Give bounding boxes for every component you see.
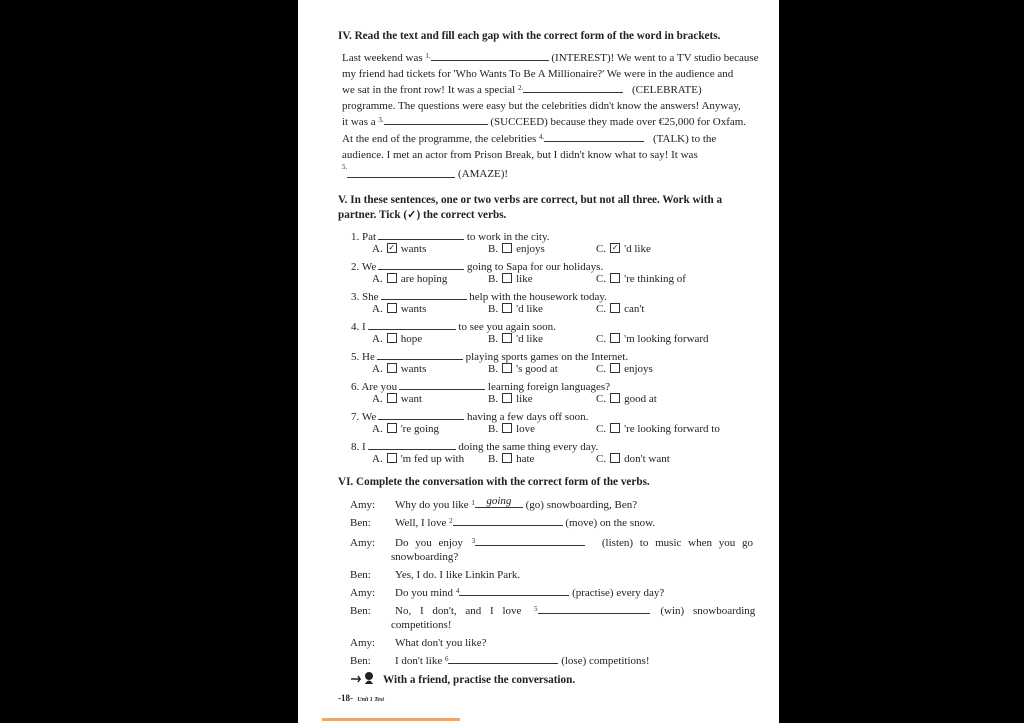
item-rest: to see you again soon. <box>458 321 556 333</box>
option-c: C. 're thinking of <box>596 273 686 285</box>
item-rest: having a few days off soon. <box>466 411 589 423</box>
item-subject: She <box>362 291 379 303</box>
s4-line-7: audience. I met an actor from Prison Break, but I didn't know what to say! It was <box>342 149 698 161</box>
s4-line-3: we sat in the front row! It was a special $^{2.}$ (CELEBRATE) <box>342 84 702 96</box>
item-subject: Pat <box>362 231 377 243</box>
option-b: B. love <box>488 423 536 435</box>
item-gap[interactable] <box>399 379 485 390</box>
item-gap[interactable] <box>378 229 464 240</box>
checkbox-a[interactable]: ✓ <box>388 243 396 253</box>
checkbox-c[interactable] <box>610 303 620 313</box>
checkbox-c[interactable] <box>610 273 620 283</box>
item-rest: playing sports games on the Internet. <box>465 351 629 363</box>
speaker-ben: Ben: <box>350 517 371 529</box>
item-subject: Are you <box>361 381 398 393</box>
s4-line-1: Last weekend was $^{1.}$ (INTEREST)! We went to a TV studio because <box>342 52 759 64</box>
item-rest: doing the same thing every day. <box>458 441 599 453</box>
item-subject: We <box>361 411 377 423</box>
checkbox-a[interactable] <box>387 303 397 313</box>
option-a: A. hope <box>372 333 423 345</box>
checkbox-a[interactable] <box>387 393 397 403</box>
checkbox-c[interactable] <box>610 453 620 463</box>
speaker-amy: Amy: <box>350 499 376 511</box>
section-5-heading-1: V. In these sentences, one or two verbs are correct, but not all three. Work with a <box>338 194 723 206</box>
option-b: B. 'd like <box>488 333 543 345</box>
checkbox-b[interactable] <box>502 393 512 403</box>
speaker-ben: Ben: <box>350 655 371 667</box>
option-a: A. 're going <box>372 423 440 435</box>
dialogue-1: Why do you like $^1$ going (go) snowboarding, Ben? <box>395 495 638 511</box>
option-c: C. 're looking forward to <box>596 423 720 435</box>
option-b: B. enjoys <box>488 243 545 255</box>
gap-3[interactable] <box>384 114 488 125</box>
item-gap[interactable] <box>368 319 456 330</box>
gap-5[interactable] <box>347 167 455 178</box>
gap-dialogue-5[interactable] <box>538 603 650 614</box>
dialogue-5: Do you mind $^4$ (practise) every day? <box>395 587 665 599</box>
item-subject: We <box>361 261 377 273</box>
s4-line-2: my friend had tickets for 'Who Wants To Be A Millionaire?' We were in the audience and <box>342 68 734 80</box>
gap-2[interactable] <box>523 82 623 93</box>
item-subject: He <box>362 351 375 363</box>
s4-line-4: programme. The questions were easy but the celebrities didn't know the answers! Anyway, <box>342 100 741 112</box>
checkbox-b[interactable] <box>502 273 512 283</box>
gap-1[interactable] <box>431 50 549 61</box>
option-c: C. ✓ 'd like <box>596 243 651 255</box>
s4-line-5: it was a $^{3.}$ (SUCCEED) because they made over €25,000 for Oxfam. <box>342 116 747 128</box>
scan-edge-mark <box>322 718 460 721</box>
checkbox-a[interactable] <box>387 273 397 283</box>
item-gap[interactable] <box>377 349 463 360</box>
item-number: 5. <box>351 351 360 363</box>
practise-instruction: With a friend, practise the conversation. <box>383 674 576 686</box>
option-a: A. ✓ wants <box>372 243 427 255</box>
dialogue-8: I don't like $^6$ (lose) competitions! <box>395 655 650 667</box>
checkbox-b[interactable] <box>502 453 512 463</box>
item-gap[interactable] <box>378 409 464 420</box>
option-c: C. good at <box>596 393 657 405</box>
speaker-amy: Amy: <box>350 637 376 649</box>
option-a: A. 'm fed up with <box>372 453 465 465</box>
option-a: A. wants <box>372 303 427 315</box>
checkbox-a[interactable] <box>387 363 397 373</box>
checkbox-b[interactable] <box>502 303 512 313</box>
option-b: B. 'd like <box>488 303 543 315</box>
checkbox-c[interactable] <box>610 423 620 433</box>
option-a: A. wants <box>372 363 427 375</box>
gap-dialogue-3[interactable] <box>475 535 585 546</box>
gap-dialogue-4[interactable] <box>459 585 569 596</box>
item-number: 1. <box>351 231 360 243</box>
checkbox-b[interactable] <box>502 243 512 253</box>
checkbox-a[interactable] <box>387 423 397 433</box>
dialogue-7: What don't you like? <box>395 637 487 649</box>
option-b: B. hate <box>488 453 535 465</box>
item-rest: going to Sapa for our holidays. <box>466 261 604 273</box>
item-gap[interactable] <box>381 289 467 300</box>
worksheet-page <box>298 0 779 723</box>
speaker-ben: Ben: <box>350 569 371 581</box>
page-number: -18- Unit 1 Test <box>338 693 385 703</box>
dialogue-3-cont: snowboarding? <box>391 551 459 563</box>
option-c: C. enjoys <box>596 363 653 375</box>
gap-dialogue-1[interactable]: going <box>475 497 523 508</box>
item-number: 3. <box>351 291 360 303</box>
item-gap[interactable] <box>368 439 456 450</box>
item-number: 4. <box>351 321 360 333</box>
item-number: 7. <box>351 411 360 423</box>
pair-work-icon <box>350 671 380 690</box>
checkbox-a[interactable] <box>387 453 397 463</box>
option-a: A. want <box>372 393 423 405</box>
item-number: 8. <box>351 441 360 453</box>
section-5-heading-2: partner. Tick (✓) the correct verbs. <box>338 209 507 221</box>
item-rest: learning foreign languages? <box>487 381 611 393</box>
option-c: C. 'm looking forward <box>596 333 709 345</box>
dialogue-4: Yes, I do. I like Linkin Park. <box>395 569 521 581</box>
s4-line-8: $^{5.}$ (AMAZE)! <box>342 163 509 180</box>
option-b: B. 's good at <box>488 363 558 375</box>
dialogue-3: Do you enjoy $^3$ (listen) to music when you go <box>395 537 753 549</box>
dialogue-2: Well, I love $^2$ (move) on the snow. <box>395 517 656 529</box>
gap-dialogue-6[interactable] <box>448 653 558 664</box>
option-c: C. can't <box>596 303 645 315</box>
checkbox-c[interactable] <box>610 333 620 343</box>
checkbox-c[interactable]: ✓ <box>611 243 619 253</box>
gap-dialogue-2[interactable] <box>453 515 563 526</box>
dialogue-6-cont: competitions! <box>391 619 452 631</box>
speaker-amy: Amy: <box>350 587 376 599</box>
section-4-heading: IV. Read the text and fill each gap with the correct form of the word in brackets. <box>338 30 721 42</box>
option-b: B. like <box>488 393 533 405</box>
item-subject: I <box>362 321 366 333</box>
s4-line-6: At the end of the programme, the celebrities $^{4.}$ (TALK) to the <box>342 133 717 145</box>
checkbox-b[interactable] <box>502 363 512 373</box>
dialogue-6: No, I don't, and I love $^5$ (win) snowboarding <box>395 605 756 617</box>
item-number: 2. <box>351 261 360 273</box>
checkbox-b[interactable] <box>502 333 512 343</box>
item-rest: to work in the city. <box>466 231 550 243</box>
item-subject: I <box>362 441 366 453</box>
item-number: 6. <box>351 381 360 393</box>
option-c: C. don't want <box>596 453 670 465</box>
option-b: B. like <box>488 273 533 285</box>
checkbox-c[interactable] <box>610 363 620 373</box>
checkbox-b[interactable] <box>502 423 512 433</box>
option-a: A. are hoping <box>372 273 448 285</box>
gap-4[interactable] <box>544 131 644 142</box>
checkbox-a[interactable] <box>387 333 397 343</box>
section-6-heading: VI. Complete the conversation with the correct form of the verbs. <box>338 476 650 488</box>
item-rest: help with the housework today. <box>469 291 607 303</box>
speaker-amy: Amy: <box>350 537 376 549</box>
checkbox-c[interactable] <box>610 393 620 403</box>
item-gap[interactable] <box>378 259 464 270</box>
speaker-ben: Ben: <box>350 605 371 617</box>
